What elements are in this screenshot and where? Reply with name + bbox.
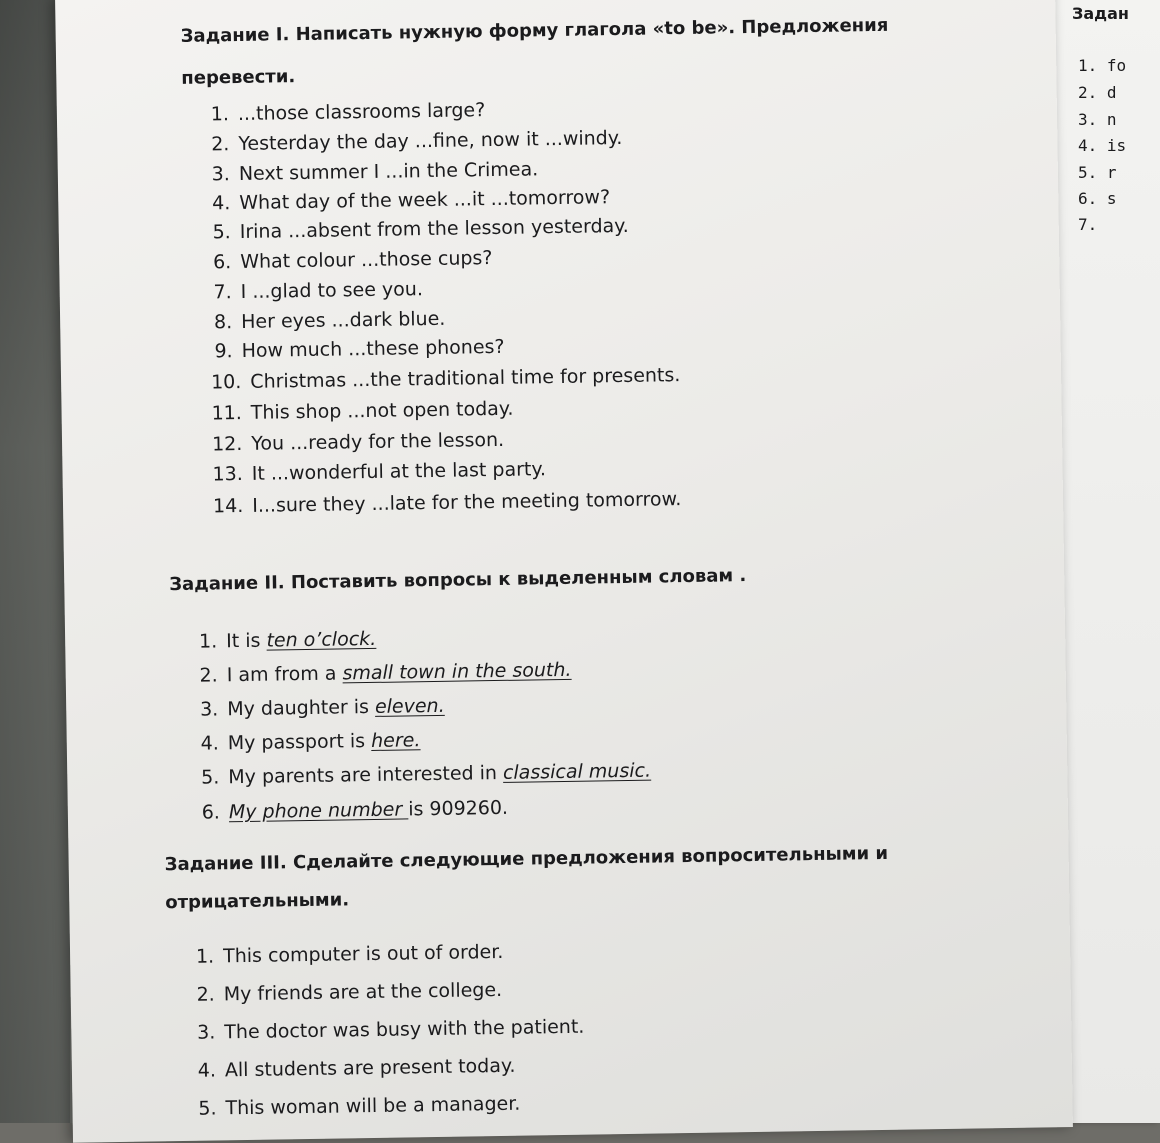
task1-heading: Задание I. Написать нужную форму глагола «to be». Предложения xyxy=(180,14,889,47)
item-text: I ...glad to see you. xyxy=(240,278,424,303)
adjacent-page-item: 1. fo xyxy=(1078,56,1127,75)
item-number: 13. xyxy=(212,462,243,486)
item-text: You ...ready for the lesson. xyxy=(251,428,505,455)
adjacent-page-title: Задан xyxy=(1072,4,1129,23)
task2-item xyxy=(196,695,445,721)
item-number: 2. xyxy=(199,664,218,687)
item-text: I...sure they ...late for the meeting tomorrow. xyxy=(252,488,682,517)
item-number: 6. xyxy=(212,251,232,274)
highlighted-words: here. xyxy=(370,729,421,752)
item-number: 4. xyxy=(211,192,231,215)
item-text-plain: My daughter is xyxy=(227,695,376,721)
item-text: Yesterday the day ...fine, now it ...windy. xyxy=(238,126,623,155)
item-number: 3. xyxy=(211,163,231,186)
item-number: 11. xyxy=(211,401,242,425)
task1-item xyxy=(210,336,504,363)
item-number: 9. xyxy=(214,340,233,363)
item-text: The doctor was busy with the patient. xyxy=(224,1015,585,1044)
item-text: This woman will be a manager. xyxy=(225,1092,521,1120)
item-text-plain: My passport is xyxy=(227,729,372,755)
item-number: 2. xyxy=(196,983,215,1006)
item-number: 3. xyxy=(197,1021,216,1044)
task1-item xyxy=(208,158,539,185)
item-text xyxy=(228,760,651,789)
item-text: All students are present today. xyxy=(224,1054,516,1082)
adjacent-page-item: 7. xyxy=(1078,215,1098,234)
task1-item xyxy=(212,458,546,485)
task1-item xyxy=(209,215,629,244)
task1-item xyxy=(210,308,446,334)
item-text-plain: It is xyxy=(226,629,267,653)
highlighted-words: eleven. xyxy=(374,694,445,718)
item-text: It ...wonderful at the last party. xyxy=(251,458,547,485)
item-text-plain: is 909260. xyxy=(408,796,509,821)
item-number: 4. xyxy=(197,1059,217,1082)
task1-item xyxy=(207,127,622,156)
item-text: Her eyes ...dark blue. xyxy=(241,307,446,333)
worksheet-page xyxy=(55,0,1073,1143)
task3-item xyxy=(193,1016,584,1044)
item-text-plain: My parents are interested in xyxy=(228,761,504,789)
task1-item xyxy=(207,99,486,125)
task1-item xyxy=(209,247,493,273)
adjacent-page-item: 4. is xyxy=(1078,136,1127,155)
task1-item xyxy=(211,364,681,393)
task3-heading-cont: отрицательными. xyxy=(165,889,350,914)
task1-item xyxy=(208,186,610,214)
item-number: 8. xyxy=(213,311,233,334)
task3-item xyxy=(194,1055,516,1082)
item-text xyxy=(226,628,376,652)
item-number: 10. xyxy=(210,370,242,394)
task3-item xyxy=(192,941,504,968)
item-number: 5. xyxy=(212,221,231,244)
adjacent-page-item: 5. r xyxy=(1078,163,1117,182)
task2-item xyxy=(197,729,421,755)
item-number: 2. xyxy=(211,133,230,156)
highlighted-words: My phone number xyxy=(228,798,409,824)
adjacent-page-item: 2. d xyxy=(1078,83,1117,102)
item-number: 5. xyxy=(198,1097,217,1120)
adjacent-page-item: 6. s xyxy=(1078,189,1117,208)
item-number: 6. xyxy=(201,801,221,824)
item-number: 1. xyxy=(195,945,215,968)
item-number: 7. xyxy=(213,281,232,304)
task2-heading: Задание II. Поставить вопросы к выделенным словам . xyxy=(169,565,747,596)
item-text: This computer is out of order. xyxy=(222,940,504,968)
item-number: 5. xyxy=(201,766,220,789)
item-number: 4. xyxy=(200,732,219,755)
task2-item xyxy=(197,760,651,789)
item-text xyxy=(229,797,508,823)
item-text: Christmas ...the traditional time for presents. xyxy=(250,364,681,393)
task2-item xyxy=(195,628,376,653)
highlighted-words: small town in the south. xyxy=(342,658,572,685)
item-text: What day of the week ...it ...tomorrow? xyxy=(239,186,611,214)
task3-item xyxy=(193,979,503,1006)
item-text xyxy=(227,659,572,686)
item-text: How much ...these phones? xyxy=(241,335,505,362)
task1-item xyxy=(210,278,424,303)
task2-item xyxy=(196,659,572,687)
adjacent-page-item: 3. n xyxy=(1078,110,1117,129)
item-text: What colour ...those cups? xyxy=(240,247,493,273)
item-number: 1. xyxy=(210,103,230,126)
item-text xyxy=(228,729,421,754)
item-number: 3. xyxy=(199,698,219,721)
task1-item xyxy=(213,488,682,517)
task3-item xyxy=(194,1093,520,1120)
item-text-plain: I am from a xyxy=(226,662,343,687)
item-number: 1. xyxy=(198,630,218,653)
item-number: 12. xyxy=(211,432,243,456)
item-text: This shop ...not open today. xyxy=(250,397,514,424)
task3-heading: Задание III. Сделайте следующие предложения вопросительными и xyxy=(164,842,889,876)
highlighted-words: classical music. xyxy=(502,759,652,784)
item-number: 14. xyxy=(212,494,244,518)
item-text xyxy=(227,695,445,720)
task2-item xyxy=(198,797,508,824)
highlighted-words: ten o’clock. xyxy=(266,627,377,652)
task1-heading-cont: перевести. xyxy=(181,66,296,89)
task1-item xyxy=(212,429,504,456)
item-text: My friends are at the college. xyxy=(223,978,503,1006)
task1-item xyxy=(211,398,513,425)
item-text: ...those classrooms large? xyxy=(237,99,486,125)
item-text: Next summer I ...in the Crimea. xyxy=(238,158,539,185)
item-text: Irina ...absent from the lesson yesterday. xyxy=(239,214,629,243)
